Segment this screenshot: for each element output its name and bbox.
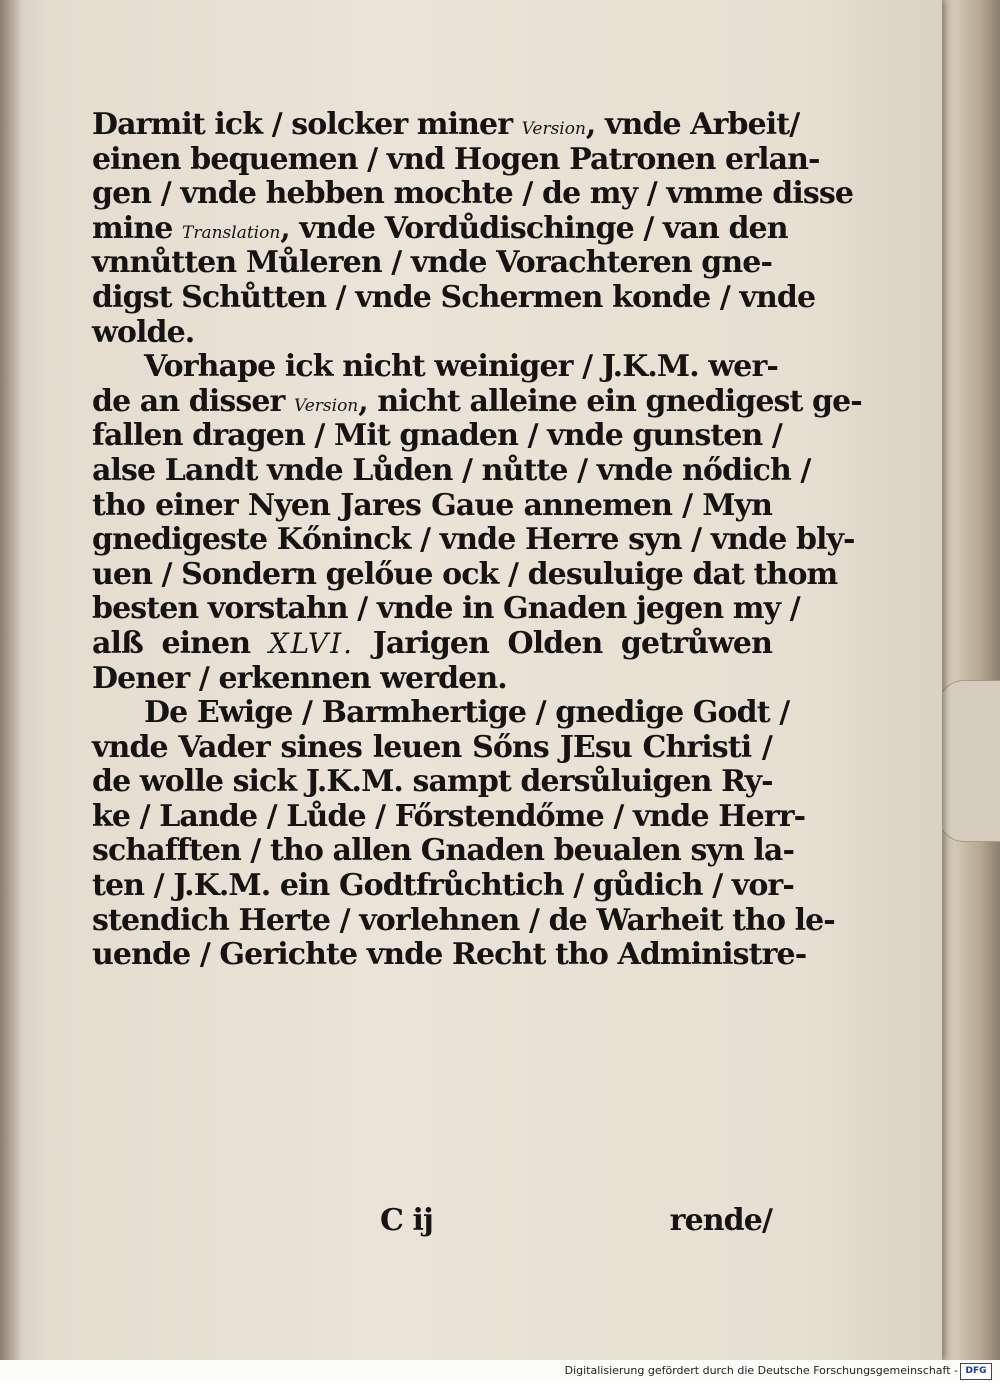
- text-line: stendich Herte / vorlehnen / de Warheit tho le-: [92, 902, 835, 938]
- text-line: ten / J.K.M. ein Godtfrůchtich / gůdich / vor-: [92, 868, 794, 904]
- text-line: alß einen XLVI. Jarigen Olden getrůwen: [92, 625, 772, 661]
- text-line: mine Translation, vnde Vordůdischinge / van den: [92, 210, 788, 246]
- text-line: schafften / tho allen Gnaden beualen syn la-: [92, 833, 795, 869]
- text-line: Darmit ick / solcker miner Version, vnde Arbeit/: [92, 107, 800, 142]
- page-footer-line: [92, 1204, 772, 1244]
- text-line: alse Landt vnde Lůden / nůtte / vnde nődich /: [92, 452, 811, 488]
- funding-footer: [0, 1360, 1000, 1383]
- page-tab: [938, 680, 1000, 842]
- signature-mark: C ij: [380, 1203, 433, 1238]
- text-line: vnnůtten Můleren / vnde Vorachteren gne-: [92, 245, 773, 281]
- text-line: ke / Lande / Lůde / Főrstendőme / vnde Herr-: [92, 798, 806, 834]
- text-line: einen bequemen / vnd Hogen Patronen erlan-: [92, 141, 820, 177]
- text-line: gnedigeste Kőninck / vnde Herre syn / vnde bly-: [92, 522, 855, 558]
- page-gutter: [0, 0, 22, 1360]
- text-line: tho einer Nyen Jares Gaue annemen / Myn: [92, 487, 772, 523]
- text-line: Dener / erkennen werden.: [92, 660, 507, 696]
- funding-text: Digitalisierung gefördert durch die Deutsche Forschungsgemeinschaft -: [564, 1364, 958, 1377]
- text-line: De Ewige / Barmhertige / gnedige Godt /: [144, 695, 790, 731]
- text-line: uen / Sondern gelőue ock / desuluige dat thom: [92, 556, 838, 592]
- text-line: de an disser Version, nicht alleine ein gnedigest ge-: [92, 383, 862, 419]
- page-text: [92, 107, 862, 1238]
- text-line: de wolle sick J.K.M. sampt dersůluigen Ry-: [92, 764, 773, 800]
- text-line: gen / vnde hebben mochte / de my / vmme disse: [92, 176, 854, 212]
- catchword: rende/: [669, 1203, 772, 1238]
- text-line: uende / Gerichte vnde Recht tho Administre-: [92, 937, 807, 973]
- text-line: vnde Vader sines leuen Sőns JEsu Christi /: [92, 729, 772, 765]
- dfg-logo-icon: DFG: [960, 1363, 992, 1380]
- text-line: besten vorstahn / vnde in Gnaden jegen my /: [92, 591, 800, 627]
- text-line: wolde.: [92, 314, 195, 350]
- text-line: digst Schůtten / vnde Schermen konde / vnde: [92, 279, 816, 315]
- text-line: Vorhape ick nicht weiniger / J.K.M. wer-: [144, 349, 778, 385]
- text-line: fallen dragen / Mit gnaden / vnde gunsten /: [92, 418, 782, 454]
